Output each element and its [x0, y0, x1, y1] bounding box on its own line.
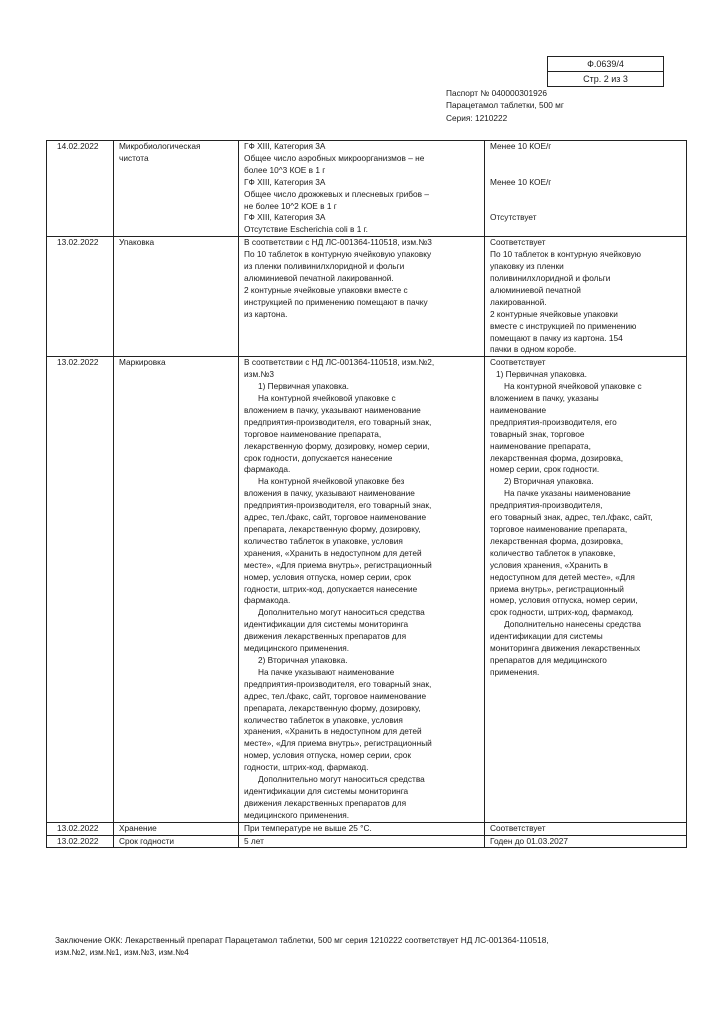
test-date: 14.02.2022 — [57, 141, 99, 151]
requirement-line: идентификации для системы мониторинга — [244, 785, 409, 796]
requirement-line: адрес, тел./факс, сайт, торговое наименование — [244, 512, 427, 523]
test-date: 13.02.2022 — [57, 822, 99, 833]
indicator-cell — [114, 835, 239, 848]
result-cell — [485, 822, 687, 835]
result-line: идентификации для системы — [490, 631, 603, 642]
requirement-line: По 10 таблеток в контурную ячейковую упаковку — [244, 249, 432, 260]
requirement-line: лекарственную форму, дозировку, номер серии, — [244, 440, 430, 451]
result-line: условия хранения, «Хранить в — [490, 559, 608, 570]
requirement-line: фармакода. — [244, 595, 291, 606]
requirement-cell — [239, 822, 485, 835]
requirement-line: предприятия-производителя, его товарный знак, — [244, 500, 432, 511]
conclusion-line: Заключение ОКК: Лекарственный препарат Парацетамол таблетки, 500 мг серия 1210222 соответствует НД ЛС-001364-110518, — [55, 935, 549, 945]
requirement-line: идентификации для системы мониторинга — [244, 619, 409, 630]
date-cell — [47, 357, 114, 822]
result-line — [490, 224, 683, 236]
requirement-line: фармакода. — [244, 464, 291, 475]
result-line: Соответствует — [490, 237, 546, 248]
requirement-line: адрес, тел./факс, сайт, торговое наименование — [244, 690, 427, 701]
requirement-line: движения лекарственных препаратов для — [244, 631, 407, 642]
requirement-cell — [239, 141, 485, 237]
requirement-line: из картона. — [244, 308, 288, 319]
requirement-line: Общее число аэробных микроорганизмов – не — [244, 152, 425, 163]
requirement-line: более 10^3 КОЕ в 1 г — [244, 164, 326, 175]
result-line: лакированной. — [490, 296, 547, 307]
requirement-line: Дополнительно могут наноситься средства — [258, 607, 425, 618]
requirement-line: На контурной ячейковой упаковке без — [258, 476, 405, 487]
requirement-line: медицинского применения. — [244, 809, 350, 820]
result-line: номер, условия отпуска, номер серии, — [490, 595, 638, 606]
result-line: помещают в пачку из картона. 154 — [490, 332, 623, 343]
result-line: вместе с инструкцией по применению — [490, 320, 637, 331]
requirement-line: хранения, «Хранить в недоступном для детей — [244, 547, 422, 558]
result-line: 2) Вторичная упаковка. — [504, 476, 594, 487]
requirement-cell — [239, 237, 485, 357]
result-line: номер серии, срок годности. — [490, 464, 600, 475]
passport-number: Паспорт № 040000301926 — [446, 88, 547, 98]
requirement-line: хранения, «Хранить в недоступном для детей — [244, 726, 422, 737]
requirement-line: ГФ XIII, Категория 3А — [244, 212, 326, 223]
requirement-line: количество таблеток в упаковке, условия — [244, 714, 403, 725]
requirement-line: изм.№3 — [244, 369, 274, 380]
result-line: Отсутствует — [490, 212, 537, 223]
indicator-cell — [114, 141, 239, 237]
result-cell — [485, 141, 687, 237]
result-line: Соответствует — [490, 357, 546, 368]
test-date: 13.02.2022 — [57, 357, 99, 368]
result-line: предприятия-производителя, его — [490, 416, 617, 427]
result-line: препаратов для медицинского — [490, 654, 607, 665]
result-line: Дополнительно нанесены средства — [504, 619, 641, 630]
requirement-line: из пленки поливинилхлоридной и фольги — [244, 261, 405, 272]
result-line: наименование препарата, — [490, 440, 591, 451]
conclusion — [55, 934, 685, 959]
requirement-line: месте», «Для приема внутрь», регистрационный — [244, 559, 432, 570]
requirement-line: На контурной ячейковой упаковке с — [258, 393, 396, 404]
indicator-cell — [114, 237, 239, 357]
result-line — [490, 153, 683, 165]
table-row — [47, 357, 687, 822]
requirement-line: В соответствии с НД ЛС-001364-110518, изм.№3 — [244, 237, 432, 248]
results-table — [46, 140, 687, 848]
date-cell — [47, 237, 114, 357]
form-code-box — [547, 56, 664, 87]
result-line — [490, 189, 683, 201]
table-row — [47, 822, 687, 835]
requirement-line: торговое наименование препарата, — [244, 428, 382, 439]
requirement-line: годности, штрих-код, допускается нанесение — [244, 583, 418, 594]
indicator-line: Срок годности — [119, 835, 175, 846]
result-line: лекарственная форма, дозировка, — [490, 535, 624, 546]
test-date: 13.02.2022 — [57, 835, 99, 846]
result-line: 2 контурные ячейковые упаковки — [490, 308, 618, 319]
result-line: количество таблеток в упаковке, — [490, 547, 616, 558]
passport-header — [446, 87, 564, 124]
requirement-cell — [239, 357, 485, 822]
result-line: поливинилхлоридной и фольги — [490, 272, 611, 283]
result-line: его товарный знак, адрес, тел./факс, сайт, — [490, 512, 653, 523]
result-line: На контурной ячейковой упаковке с — [504, 381, 642, 392]
result-line: вложением в пачку, указаны — [490, 393, 599, 404]
result-line — [490, 165, 683, 177]
date-cell — [47, 822, 114, 835]
page-number: Стр. 2 из 3 — [548, 71, 663, 86]
requirement-line: не более 10^2 КОЕ в 1 г — [244, 200, 337, 211]
result-line: упаковку из пленки — [490, 261, 564, 272]
date-cell — [47, 835, 114, 848]
requirement-line: ГФ XIII, Категория 3А — [244, 176, 326, 187]
conclusion-line: изм.№2, изм.№1, изм.№3, изм.№4 — [55, 947, 189, 958]
result-cell — [485, 835, 687, 848]
requirement-line: Отсутствие Escherichia coli в 1 г. — [244, 224, 368, 235]
requirement-line: годности, штрих-код, фармакод. — [244, 762, 369, 773]
result-line: торговое наименование препарата, — [490, 524, 628, 534]
requirement-line: вложения в пачку, указывают наименование — [244, 488, 415, 499]
requirement-line: срок годности, допускается нанесение — [244, 452, 393, 463]
result-line: применения. — [490, 666, 540, 677]
requirement-line: алюминиевой печатной лакированной. — [244, 272, 394, 283]
requirement-line: 1) Первичная упаковка. — [258, 381, 349, 392]
indicator-line: Упаковка — [119, 237, 155, 248]
result-line: товарный знак, торговое — [490, 428, 585, 439]
result-line: По 10 таблеток в контурную ячейковую — [490, 249, 642, 260]
result-line: 1) Первичная упаковка. — [496, 369, 587, 380]
requirement-line: При температуре не выше 25 °С. — [244, 822, 372, 833]
date-cell — [47, 141, 114, 237]
indicator-line: Микробиологическая — [119, 141, 201, 151]
requirement-line: месте», «Для приема внутрь», регистрационный — [244, 738, 432, 749]
result-line: Менее 10 КОЕ/г — [490, 141, 552, 151]
requirement-line: предприятия-производителя, его товарный знак, — [244, 416, 432, 427]
form-code: Ф.0639/4 — [587, 59, 624, 69]
requirement-line: В соответствии с НД ЛС-001364-110518, изм.№2, — [244, 357, 435, 368]
result-line: лекарственная форма, дозировка, — [490, 452, 624, 463]
indicator-cell — [114, 357, 239, 822]
result-line: алюминиевой печатной — [490, 284, 581, 295]
requirement-line: 5 лет — [244, 835, 264, 846]
requirement-line: номер, условия отпуска, номер серии, срок — [244, 571, 411, 582]
indicator-line: чистота — [119, 152, 149, 163]
result-line: приема внутрь», регистрационный — [490, 583, 624, 594]
requirement-line: Дополнительно могут наноситься средства — [258, 774, 425, 785]
requirement-cell — [239, 835, 485, 848]
requirement-line: инструкцией по применению помещают в пачку — [244, 296, 428, 307]
result-cell — [485, 357, 687, 822]
product-name: Парацетамол таблетки, 500 мг — [446, 100, 564, 111]
requirement-line: препарата, лекарственную форму, дозировку, — [244, 702, 421, 713]
indicator-cell — [114, 822, 239, 835]
result-line: На пачке указаны наименование — [504, 488, 631, 499]
requirement-line: количество таблеток в упаковке, условия — [244, 535, 403, 546]
result-line: Соответствует — [490, 822, 546, 833]
result-line — [490, 200, 683, 212]
test-date: 13.02.2022 — [57, 237, 99, 248]
requirement-line: На пачке указывают наименование — [258, 666, 395, 677]
requirement-line: 2) Вторичная упаковка. — [258, 654, 348, 665]
requirement-line: движения лекарственных препаратов для — [244, 797, 407, 808]
requirement-line: вложением в пачку, указывают наименование — [244, 404, 421, 415]
result-line: предприятия-производителя, — [490, 500, 603, 511]
table-row — [47, 237, 687, 357]
requirement-line: ГФ XIII, Категория 3А — [244, 141, 326, 151]
result-line: Менее 10 КОЕ/г — [490, 176, 552, 187]
requirement-line: предприятия-производителя, его товарный знак, — [244, 678, 432, 689]
result-line: Годен до 01.03.2027 — [490, 835, 568, 846]
indicator-line: Маркировка — [119, 357, 166, 368]
result-line: недоступном для детей месте», «Для — [490, 571, 635, 582]
result-line: пачки в одном коробе. — [490, 344, 577, 355]
table-row — [47, 835, 687, 848]
table-row — [47, 141, 687, 237]
result-line: срок годности, штрих-код, фармакод. — [490, 607, 634, 618]
requirement-line: номер, условия отпуска, номер серии, срок — [244, 750, 411, 761]
requirement-line: Общее число дрожжевых и плесневых грибов – — [244, 188, 429, 199]
result-line: мониторинга движения лекарственных — [490, 643, 641, 654]
requirement-line: препарата, лекарственную форму, дозировку, — [244, 524, 421, 534]
result-line: наименование — [490, 404, 547, 415]
result-cell — [485, 237, 687, 357]
requirement-line: 2 контурные ячейковые упаковки вместе с — [244, 284, 408, 295]
requirement-line: медицинского применения. — [244, 643, 350, 654]
indicator-line: Хранение — [119, 822, 157, 833]
series-number: Серия: 1210222 — [446, 112, 508, 123]
